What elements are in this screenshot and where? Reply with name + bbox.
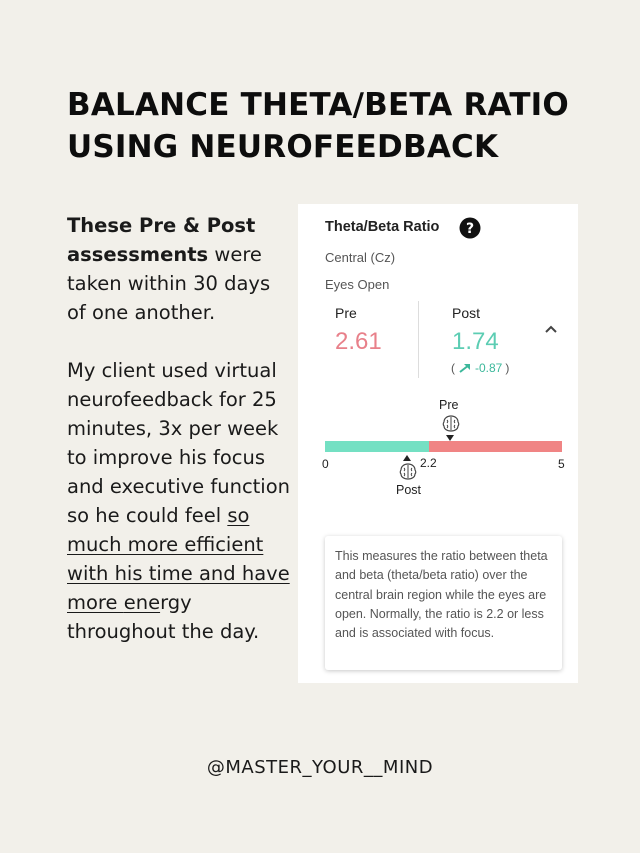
title-line-1: BALANCE THETA/BETA RATIO	[67, 87, 569, 123]
paragraph-2-start: My client used virtual neurofeedback for 25 minutes, 3x per week to improve his focus and executive function so he could feel	[67, 359, 291, 527]
paragraph-1	[67, 211, 292, 327]
question-circle-icon[interactable]	[459, 217, 481, 239]
post-marker-pointer	[403, 455, 411, 461]
condition-label: Eyes Open	[325, 277, 390, 292]
paragraph-1-bold: These Pre & Post assessments	[67, 214, 256, 266]
paragraph-2	[67, 356, 292, 646]
region-label: Central (Cz)	[325, 250, 396, 265]
paragraph-1-rest: were taken within 30 days of one another.	[67, 243, 271, 324]
column-divider	[418, 301, 419, 378]
scale-bar	[325, 441, 562, 452]
page-title	[67, 84, 607, 168]
change-value: -0.87	[475, 361, 503, 375]
post-value: 1.74	[452, 328, 499, 355]
theta-beta-card	[298, 204, 578, 683]
post-label: Post	[452, 305, 481, 321]
scale-min-label: 0	[322, 457, 329, 471]
info-tooltip: This measures the ratio between theta and beta (theta/beta ratio) over the central brain region while the eyes are open. Normally, the ratio is 2.2 or less and is associated with focus.	[325, 536, 562, 670]
change-open-paren: (	[451, 361, 455, 375]
title-line-2: USING NEUROFEEDBACK	[67, 129, 499, 165]
change-close-paren: )	[505, 361, 510, 375]
paragraph-2-end: rgy throughout the day.	[67, 591, 260, 643]
scale-max-label: 5	[558, 457, 565, 471]
post-marker-label: Post	[396, 483, 422, 497]
chevron-up-icon[interactable]	[544, 324, 558, 334]
elevated-range-segment	[429, 441, 562, 452]
brain-icon	[398, 462, 418, 482]
description	[67, 211, 292, 646]
paragraph-2-underlined: so much more efficient with his time and have more	[67, 504, 290, 614]
pre-marker-label: Pre	[439, 398, 459, 412]
paragraph-2-underlined-end: ene	[123, 591, 161, 614]
pre-label: Pre	[335, 305, 357, 321]
pre-value: 2.61	[335, 328, 382, 355]
author-handle: @MASTER_YOUR__MIND	[206, 757, 434, 778]
change-indicator	[451, 361, 509, 375]
scale-threshold-label: 2.2	[420, 456, 437, 470]
svg-text:?: ?	[465, 221, 475, 237]
normal-range-segment	[325, 441, 429, 452]
card-title: Theta/Beta Ratio	[325, 219, 440, 235]
arrow-up-right-icon	[458, 362, 472, 374]
brain-icon	[441, 414, 461, 434]
